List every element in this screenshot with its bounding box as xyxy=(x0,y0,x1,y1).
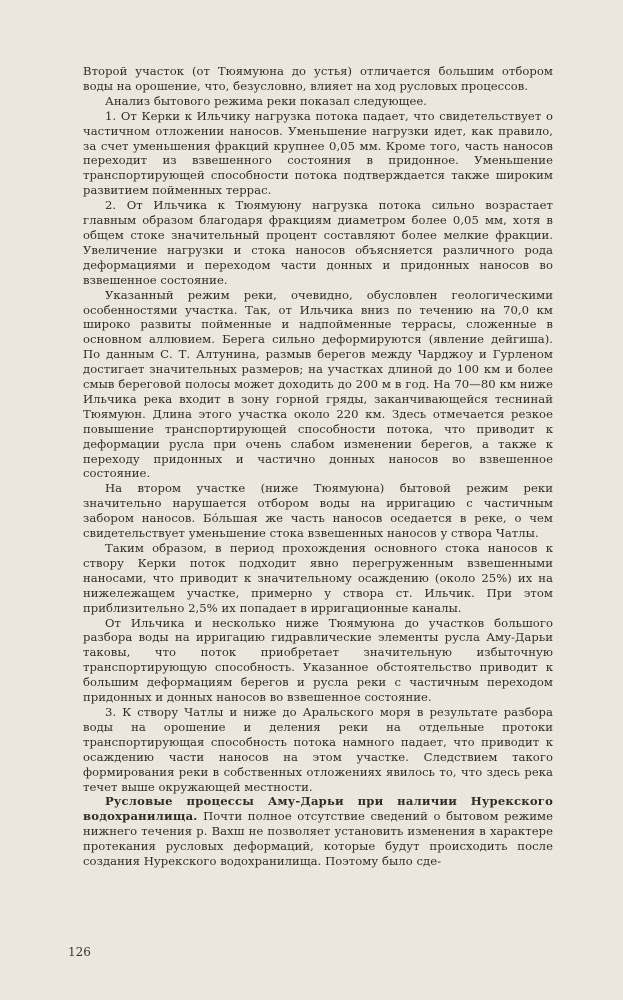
paragraph: Анализ бытового режима реки показал следующее. xyxy=(105,93,428,108)
section-paragraph xyxy=(83,794,553,869)
paragraph: На втором участке (ниже Тюямуюна) бытовой режим реки значительно нарушается отбором воды на ирригацию с частичным забором наносов. Бо́льшая же часть наносов оседается в реке, о чем свидетельствует уменьшение стока взвешенных наносов у створа Чатлы. xyxy=(83,481,553,541)
paragraph: 2. От Ильчика к Тюямуюну нагрузка потока сильно возрастает главным образом благодаря фракциям диаметром более 0,05 мм, хотя в общем стоке значительный процент составляют более мелкие фракции. Увеличение нагрузки и стока наносов объясняется различного рода деформациями и переходом части донных и придонных наносов во взвешенное состояние. xyxy=(83,198,553,287)
paragraph: Указанный режим реки, очевидно, обусловлен геологическими особенностями участка. Так, от Ильчика вниз по течению на 70,0 км широко развиты пойменные и надпойменные террасы, сложенные в основном аллювием. Берега сильно деформируются (явление дейгиша). По данным С. Т. Алтунина, размыв берегов между Чарджоу и Гурленом достигает значительных размеров; на участках длиной до 100 км и более смыв береговой полосы может доходить до 200 м в год. На 70—80 км ниже Ильчика река входит в зону горной гряды, заканчивающейся теснинай Тюямуюн. Длина этого участка около 220 км. Здесь отмечается резкое повышение транспортирующей способности потока, что приводит к деформации русла при очень слабом изменении берегов, а также к переходу придонных и частично донных наносов во взвешенное состояние. xyxy=(83,287,553,481)
paragraph: От Ильчика и несколько ниже Тюямуюна до участков большого разбора воды на ирригацию гидравлические элементы русла Аму-Дарьи таковы, что поток приобретает значительную избыточную транспортирующую способность. Указанное обстоятельство приводит к большим деформациям берегов и русла реки с частичным переходом придонных и донных наносов во взвешенное состояние. xyxy=(83,615,553,705)
section-heading: Русловые процессы Аму-Дарьи при наличии Нурекского водохранилища. xyxy=(83,794,553,824)
paragraph: 3. К створу Чатлы и ниже до Аральского моря в результате разбора воды на орошение и деления реки на отдельные протоки транспортирующая способность потока намного падает, что приводит к осаждению части наносов на этом участке. Следствием такого формирования реки в собственных отложениях явилось то, что здесь река течет выше окружающей местности. xyxy=(83,704,553,794)
page-number: 126 xyxy=(68,945,91,959)
paragraph: Второй участок (от Тюямуюна до устья) отличается большим отбором воды на орошение, что, безусловно, влияет на ход русловых процессов. xyxy=(83,64,553,93)
paragraph: 1. От Керки к Ильчику нагрузка потока падает, что свидетельствует о частичном отложении наносов. Уменьшение нагрузки идет, как правило, за счет уменьшения фракций крупнее 0,05 мм. Кроме того, часть наносов переходит из взвешенного состояния в придонное. Уменьшение транспортирующей способности потока подтверждается также широким развитием пойменных террас. xyxy=(83,108,553,198)
paragraph: Таким образом, в период прохождения основного стока наносов к створу Керки поток подходит явно перегруженным взвешенными наносами, что приводит к значительному осаждению (около 25%) их на нижележащем участке, примерно у створа ст. Ильчик. При этом приблизительно 2,5% их попадает в ирригационные каналы. xyxy=(83,541,553,615)
section-text: Почти полное отсутствие сведений о бытовом режиме нижнего течения р. Вахш не позволяет установить изменения в характере протекания русловых деформаций, которые будут происходить после создания Нурекского водохранилища. Поэтому было сде- xyxy=(83,809,553,869)
body-text xyxy=(83,64,553,869)
